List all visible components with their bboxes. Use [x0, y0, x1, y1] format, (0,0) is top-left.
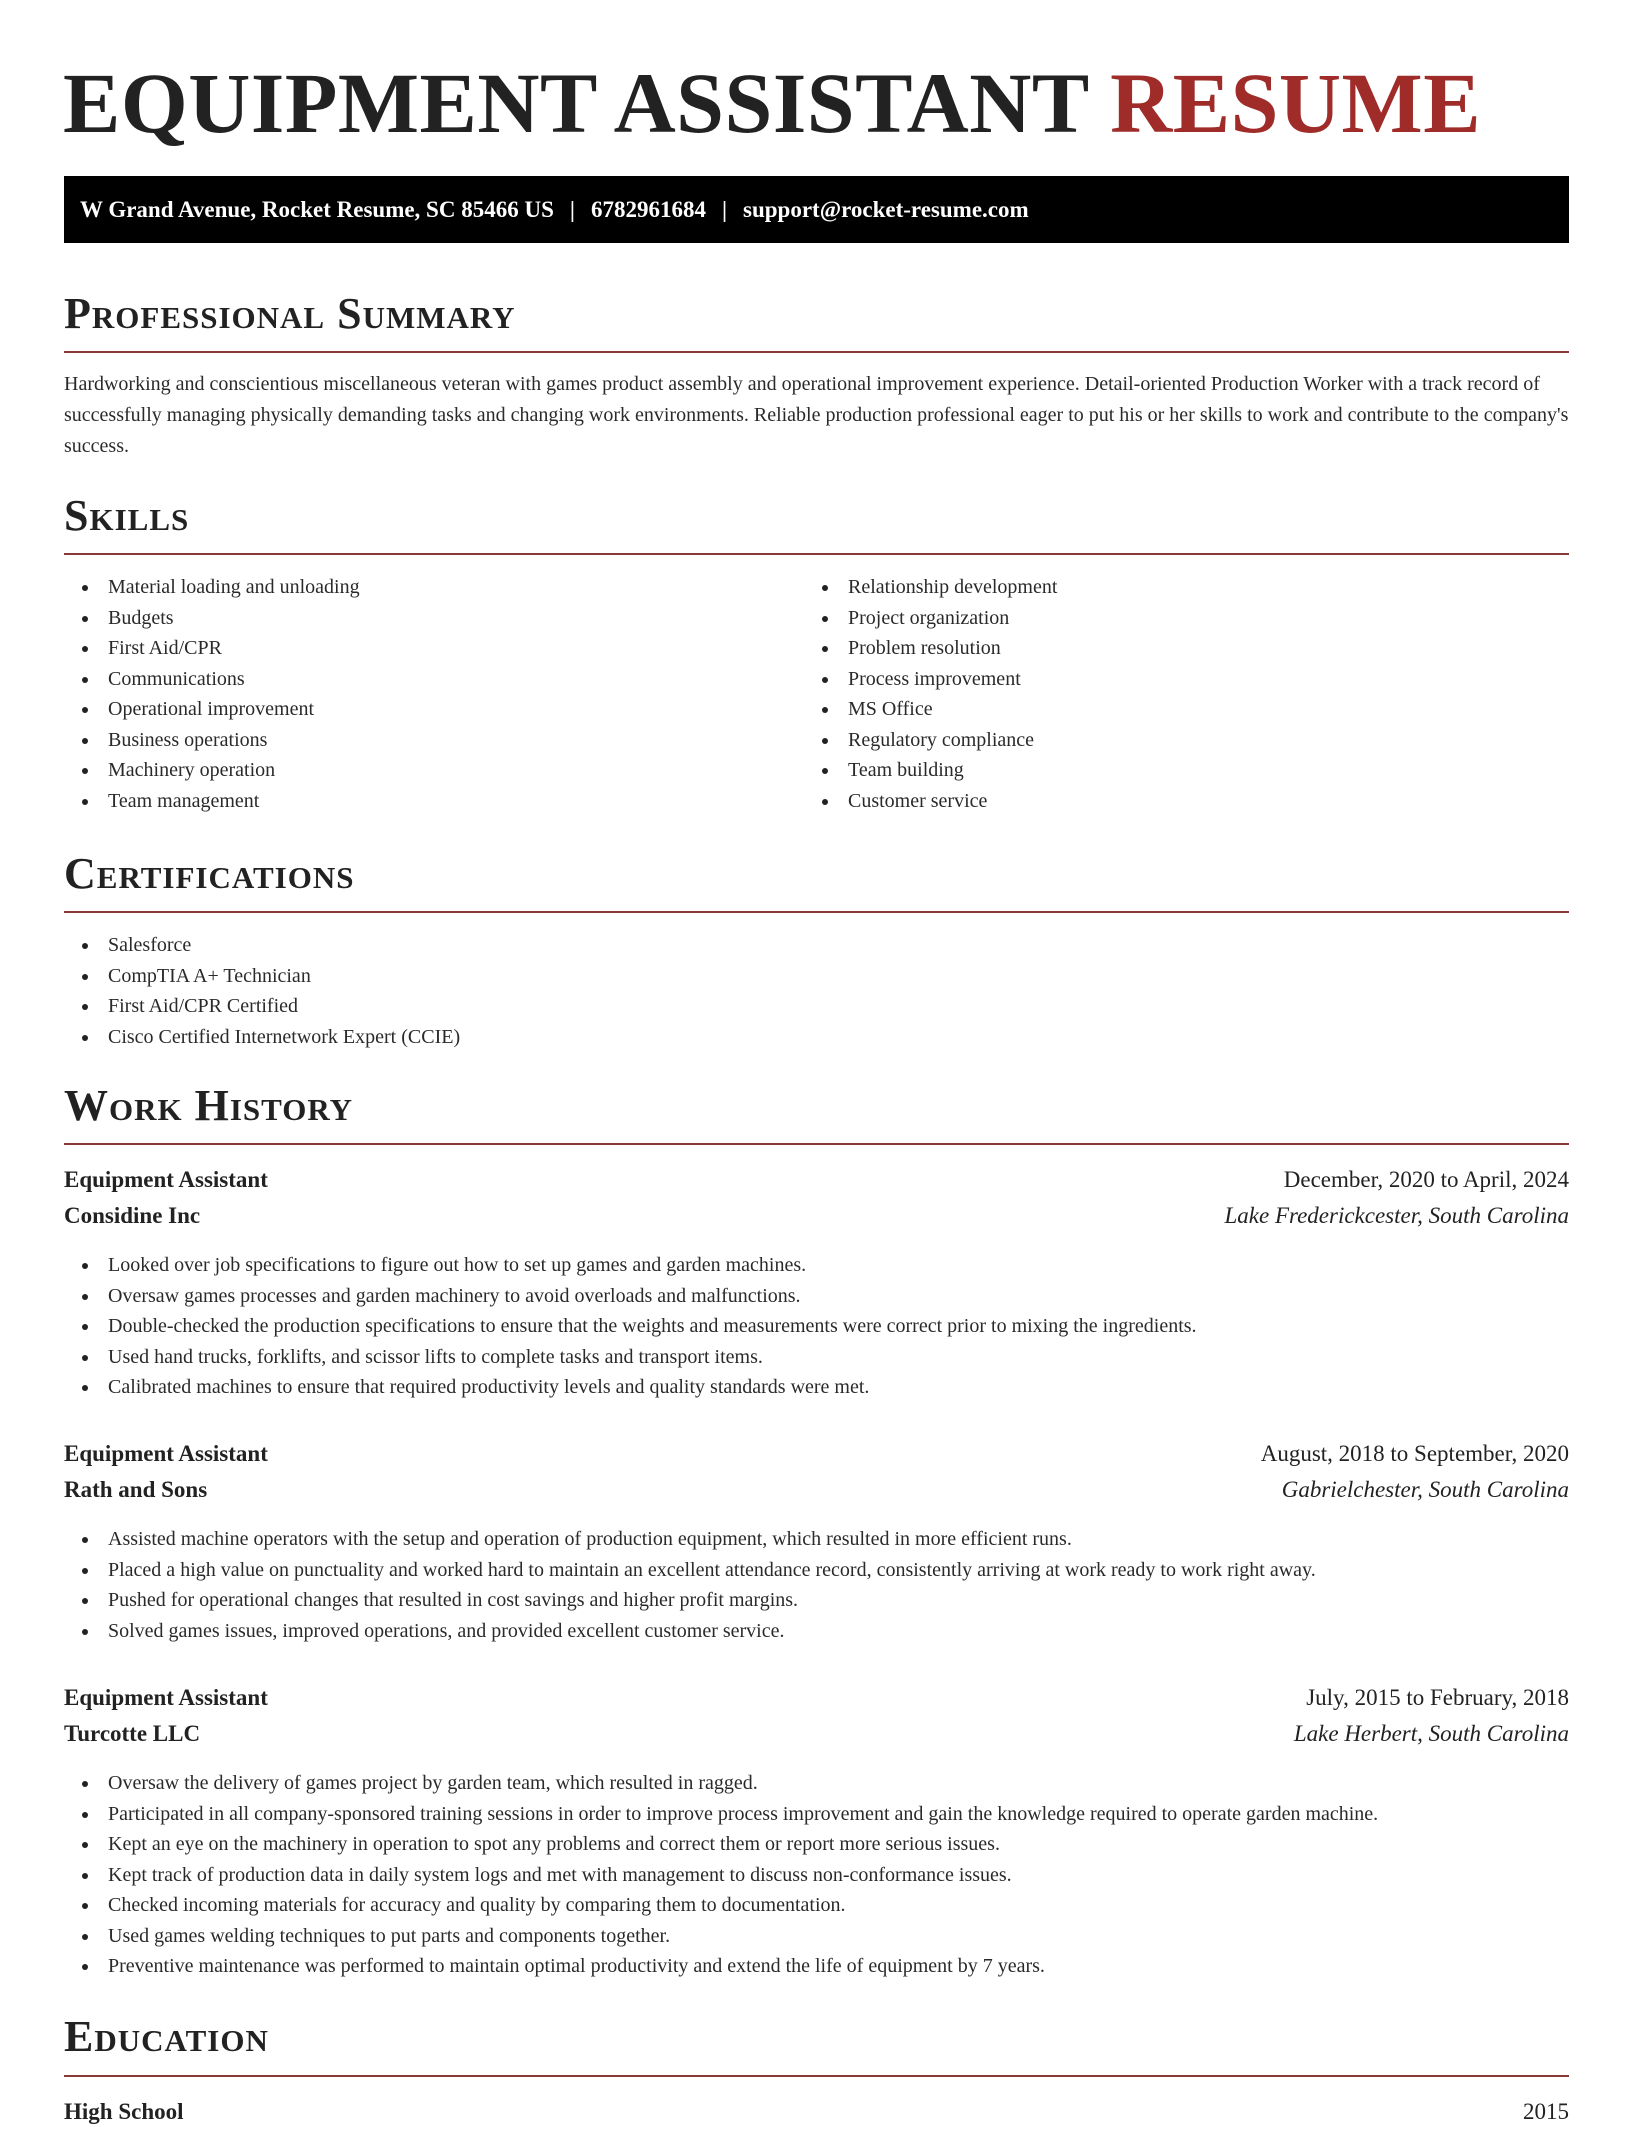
job-title-row	[64, 1437, 1569, 1471]
certification-item: First Aid/CPR Certified	[64, 991, 1564, 1022]
section-divider	[64, 2075, 1569, 2077]
job-duty-item: Assisted machine operators with the setup and operation of production equipment, which resulted in more efficient runs.	[64, 1524, 1569, 1555]
resume-title	[63, 52, 1481, 155]
skill-item: Budgets	[64, 603, 804, 634]
job-duty-item: Participated in all company-sponsored training sessions in order to improve process improvement and gain the knowledge required to operate garden machine.	[64, 1799, 1569, 1830]
job-title: Equipment Assistant	[64, 1685, 268, 1710]
job-duties-list	[64, 1250, 1569, 1403]
certifications-heading: Certifications	[64, 849, 355, 898]
skill-item: Business operations	[64, 725, 804, 756]
job-duty-item: Double-checked the production specifications to ensure that the weights and measurements were correct prior to mixing the ingredients.	[64, 1311, 1569, 1342]
job-duty-item: Solved games issues, improved operations, and provided excellent customer service.	[64, 1616, 1569, 1647]
skill-item: Regulatory compliance	[804, 725, 1564, 756]
job-duty-item: Used hand trucks, forklifts, and scissor lifts to complete tasks and transport items.	[64, 1342, 1569, 1373]
contact-separator: |	[721, 196, 728, 222]
job-dates: August, 2018 to September, 2020	[1260, 1441, 1569, 1466]
job-company-row	[64, 1473, 1569, 1507]
title-accent: RESUME	[1110, 55, 1482, 151]
contact-email[interactable]: support@rocket-resume.com	[743, 196, 1029, 222]
job-duties-list	[64, 1524, 1569, 1646]
contact-bar	[64, 176, 1569, 243]
skill-item: Communications	[64, 664, 804, 695]
skill-item: Material loading and unloading	[64, 572, 804, 603]
job-company: Rath and Sons	[64, 1477, 208, 1502]
job-duty-item: Kept track of production data in daily system logs and met with management to discuss non-conformance issues.	[64, 1860, 1569, 1891]
job-company-row	[64, 1717, 1569, 1751]
education-degree: High School	[64, 2099, 184, 2124]
job-title-row	[64, 1681, 1569, 1715]
title-main: EQUIPMENT ASSISTANT	[63, 55, 1089, 151]
skill-item: Operational improvement	[64, 694, 804, 725]
education-heading: Education	[64, 2012, 269, 2061]
section-divider	[64, 553, 1569, 555]
job-duty-item: Used games welding techniques to put parts and components together.	[64, 1921, 1569, 1952]
job-duty-item: Calibrated machines to ensure that required productivity levels and quality standards were met.	[64, 1372, 1569, 1403]
summary-heading: Professional Summary	[64, 289, 516, 338]
job-duty-item: Pushed for operational changes that resulted in cost savings and higher profit margins.	[64, 1585, 1569, 1616]
section-divider	[64, 351, 1569, 353]
job-company: Turcotte LLC	[64, 1721, 201, 1746]
skill-item: Process improvement	[804, 664, 1564, 695]
skill-item: Machinery operation	[64, 755, 804, 786]
job-company-row	[64, 1199, 1569, 1233]
skill-item: First Aid/CPR	[64, 633, 804, 664]
section-divider	[64, 1143, 1569, 1145]
job-location: Lake Frederickcester, South Carolina	[1224, 1203, 1569, 1228]
job-title-row	[64, 1163, 1569, 1197]
summary-text: Hardworking and conscientious miscellaneous veteran with games product assembly and operational improvement experience. Detail-oriented Production Worker with a track record of successfully managing physically demanding tasks and changing work environments. Reliable production professional eager to put his or her skills to work and contribute to the company's success.	[64, 373, 1569, 457]
job-location: Gabrielchester, South Carolina	[1281, 1477, 1569, 1502]
job-location: Lake Herbert, South Carolina	[1293, 1721, 1569, 1746]
education-year: 2015	[1523, 2099, 1569, 2124]
skill-item: Project organization	[804, 603, 1564, 634]
section-divider	[64, 911, 1569, 913]
skill-item: Team building	[804, 755, 1564, 786]
certification-item: Cisco Certified Internetwork Expert (CCIE)	[64, 1022, 1564, 1053]
skill-item: Problem resolution	[804, 633, 1564, 664]
job-company: Considine Inc	[64, 1203, 201, 1228]
job-title: Equipment Assistant	[64, 1441, 268, 1466]
work-history-heading: Work History	[64, 1081, 354, 1130]
skill-item: Relationship development	[804, 572, 1564, 603]
job-duty-item: Kept an eye on the machinery in operation to spot any problems and correct them or report more serious issues.	[64, 1829, 1569, 1860]
job-dates: December, 2020 to April, 2024	[1283, 1167, 1569, 1192]
certification-item: Salesforce	[64, 930, 1564, 961]
job-duty-item: Preventive maintenance was performed to maintain optimal productivity and extend the life of equipment by 7 years.	[64, 1951, 1569, 1982]
job-duty-item: Oversaw games processes and garden machinery to avoid overloads and malfunctions.	[64, 1281, 1569, 1312]
skills-heading: Skills	[64, 491, 190, 540]
education-row	[64, 2095, 1569, 2129]
skills-list-left	[64, 572, 804, 816]
job-duty-item: Looked over job specifications to figure out how to set up games and garden machines.	[64, 1250, 1569, 1281]
certification-item: CompTIA A+ Technician	[64, 961, 1564, 992]
job-duty-item: Oversaw the delivery of games project by garden team, which resulted in ragged.	[64, 1768, 1569, 1799]
job-duty-item: Checked incoming materials for accuracy and quality by comparing them to documentation.	[64, 1890, 1569, 1921]
certifications-list	[64, 930, 1564, 1052]
skill-item: MS Office	[804, 694, 1564, 725]
contact-separator: |	[569, 196, 575, 222]
contact-address: W Grand Avenue, Rocket Resume, SC 85466 US	[80, 196, 554, 222]
contact-phone: 6782961684	[590, 196, 706, 222]
skills-list-right	[804, 572, 1564, 816]
job-dates: July, 2015 to February, 2018	[1306, 1685, 1569, 1710]
skill-item: Customer service	[804, 786, 1564, 817]
job-duty-item: Placed a high value on punctuality and worked hard to maintain an excellent attendance record, consistently arriving at work ready to work right away.	[64, 1555, 1569, 1586]
skill-item: Team management	[64, 786, 804, 817]
job-title: Equipment Assistant	[64, 1167, 268, 1192]
job-duties-list	[64, 1768, 1569, 1982]
